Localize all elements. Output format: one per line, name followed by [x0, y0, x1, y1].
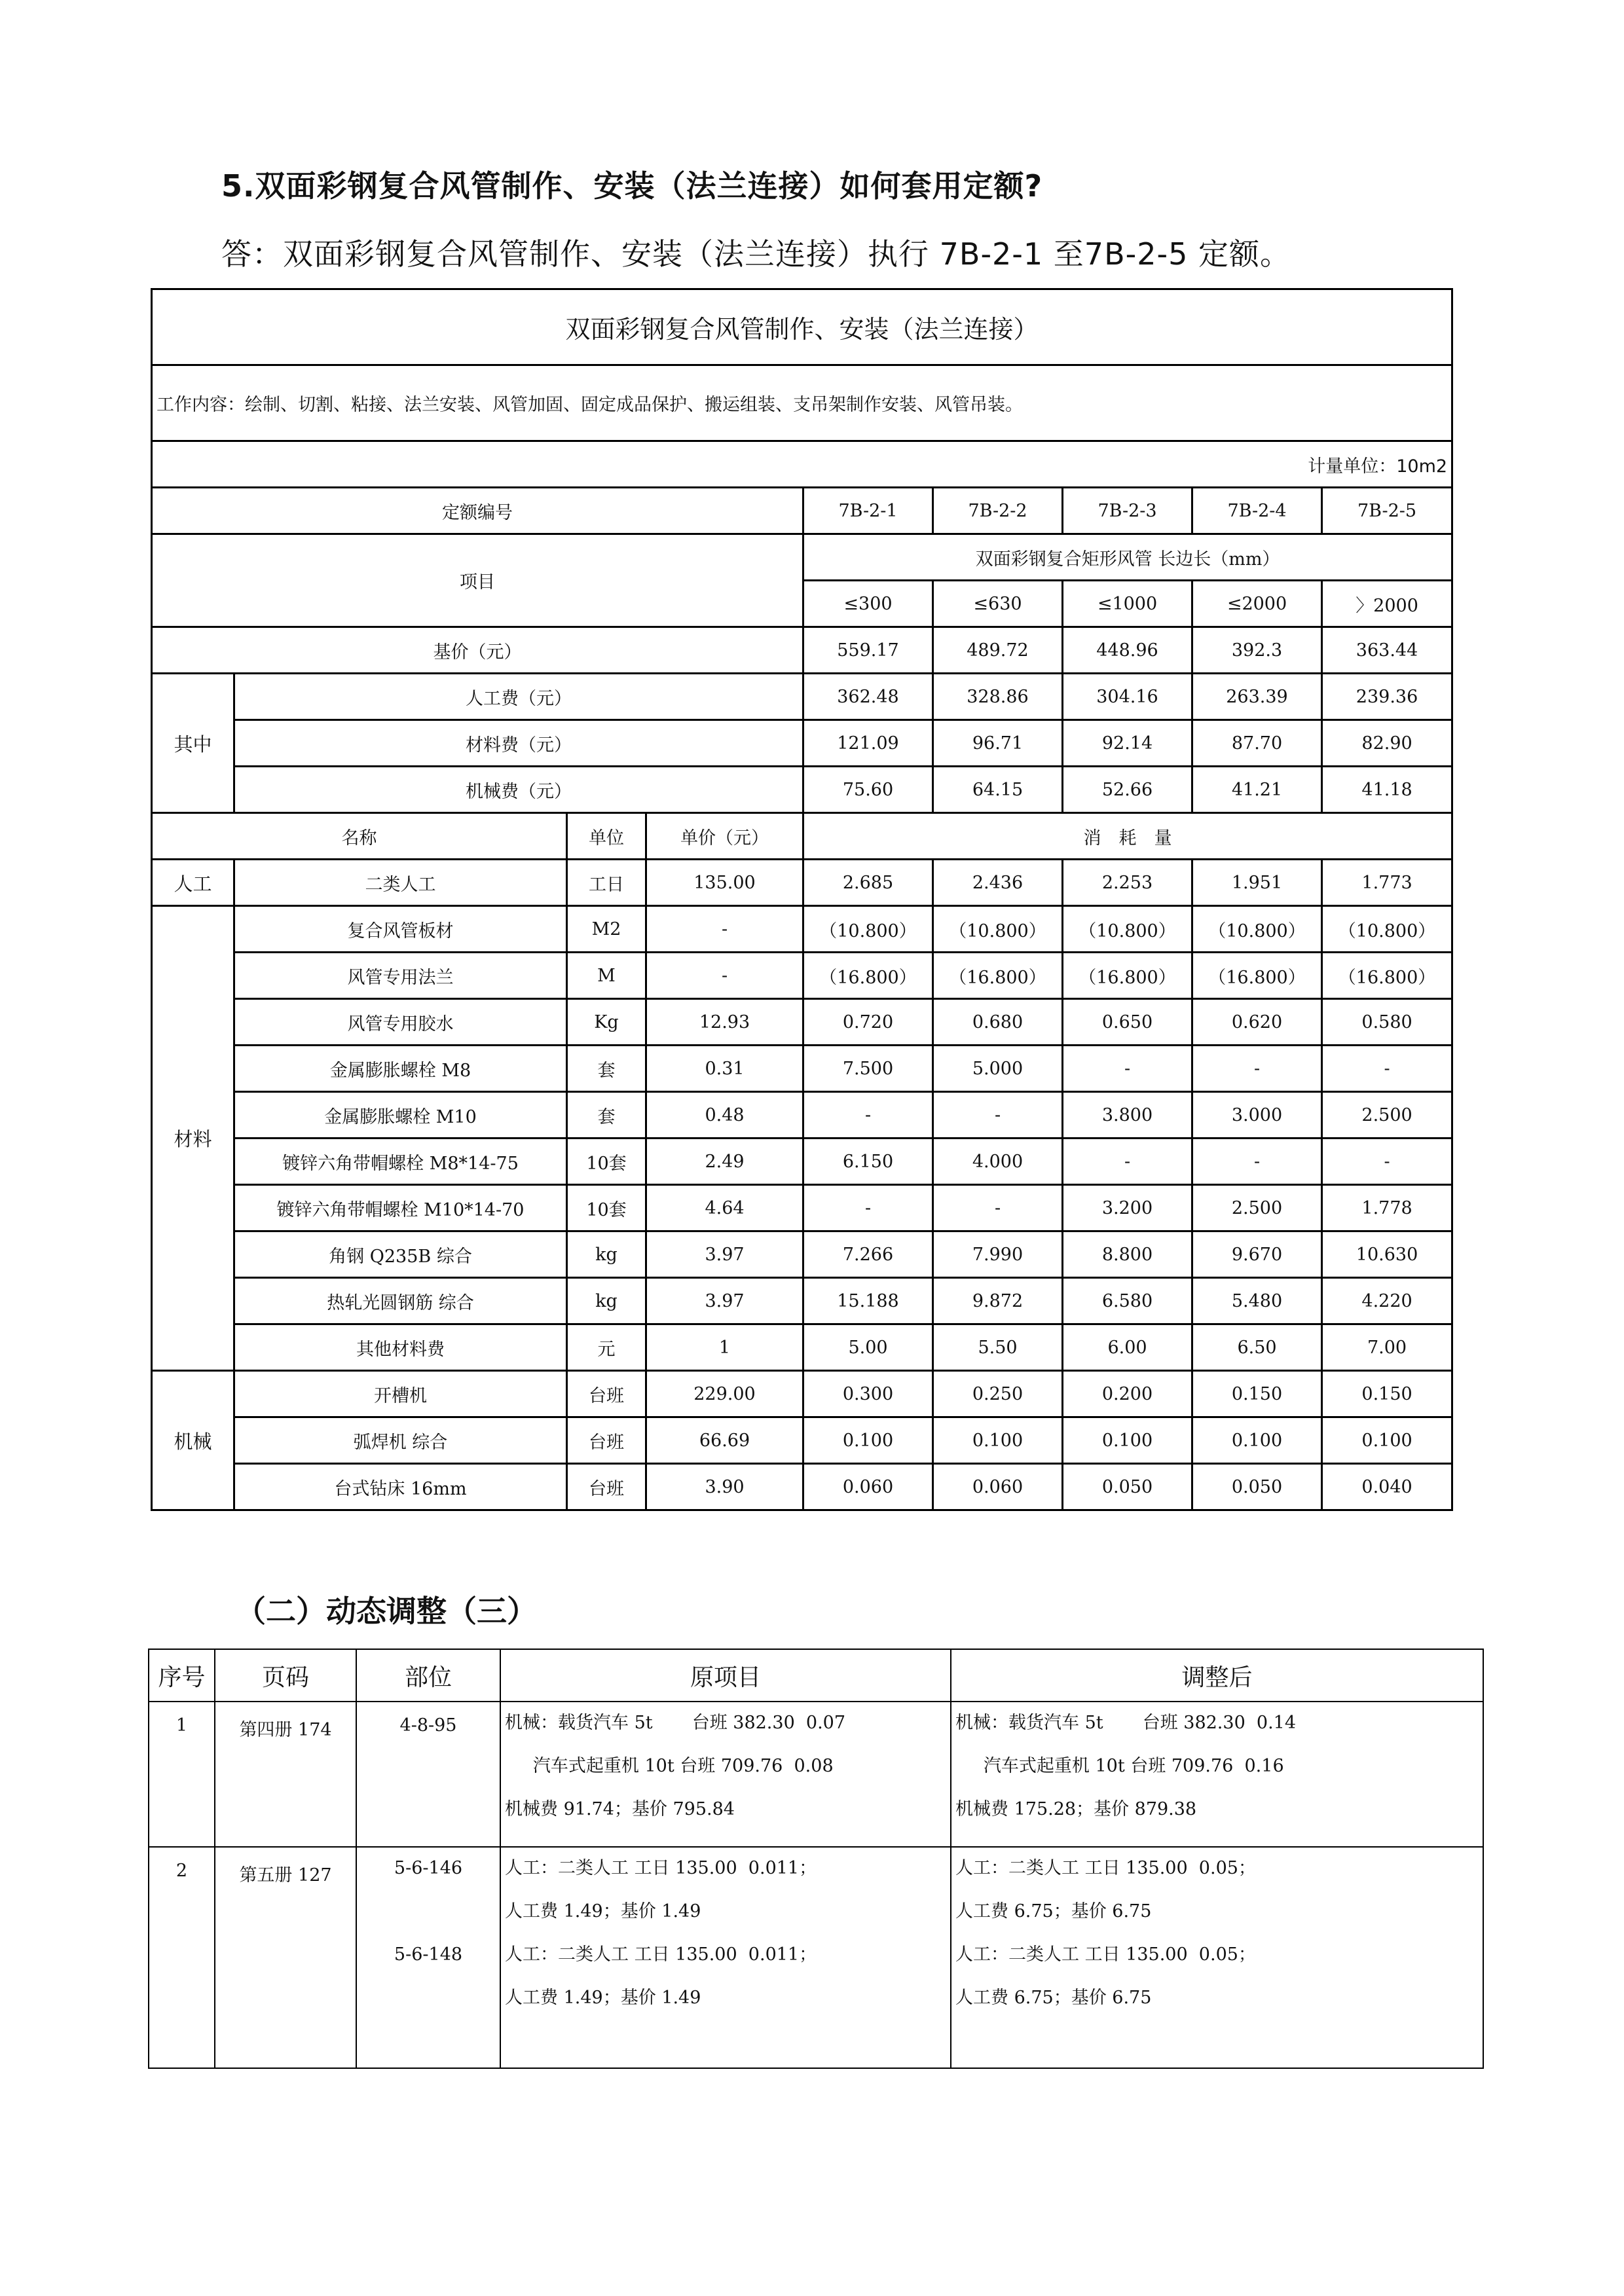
question-heading: 5.双面彩钢复合风管制作、安装（法兰连接）如何套用定额?: [221, 168, 1043, 204]
material-row: [152, 1324, 1452, 1371]
text-line: 机械费 91.74；基价 795.84: [505, 1799, 735, 1819]
base-price-cell: 392.3: [1192, 627, 1322, 674]
consumption-value: -: [1322, 1046, 1452, 1092]
consumption-value: 2.253: [1063, 860, 1192, 906]
resource-header-row: [152, 813, 1452, 860]
cost-value: 362.48: [803, 674, 933, 720]
row-no: 1: [149, 1702, 215, 1847]
consumption-value: 5.00: [803, 1324, 933, 1371]
resource-unit: 10套: [567, 1139, 646, 1185]
resource-unit: kg: [567, 1278, 646, 1324]
consumption-value: 0.720: [803, 999, 933, 1046]
header-part: 部位: [356, 1649, 500, 1702]
resource-name: 镀锌六角带帽螺栓 M10*14-70: [234, 1185, 567, 1231]
cost-value: 328.86: [933, 674, 1063, 720]
part-code: 5-6-146: [394, 1858, 463, 1878]
cost-value: 41.18: [1322, 767, 1452, 813]
consumption-value: 0.620: [1192, 999, 1322, 1046]
base-price-row: [152, 627, 1452, 674]
resource-price: 2.49: [646, 1139, 803, 1185]
consumption-value: （16.800）: [933, 953, 1063, 999]
resource-unit: 台班: [567, 1417, 646, 1464]
header-page: 页码: [215, 1649, 356, 1702]
consumption-value: （10.800）: [933, 906, 1063, 953]
material-row: [152, 906, 1452, 953]
adjust-row-1: [149, 1702, 1483, 1847]
consumption-value: 2.500: [1322, 1092, 1452, 1139]
resource-name: 二类人工: [234, 860, 567, 906]
cost-value: 239.36: [1322, 674, 1452, 720]
resource-name: 风管专用法兰: [234, 953, 567, 999]
cost-value: 87.70: [1192, 720, 1322, 767]
consumption-value: 0.250: [933, 1371, 1063, 1417]
resource-name: 金属膨胀螺栓 M10: [234, 1092, 567, 1139]
consumption-value: 0.680: [933, 999, 1063, 1046]
consumption-value: （16.800）: [1192, 953, 1322, 999]
consumption-value: 4.000: [933, 1139, 1063, 1185]
quota-table: [151, 288, 1453, 1511]
consumption-value: 0.060: [933, 1464, 1063, 1510]
consumption-value: （10.800）: [1192, 906, 1322, 953]
consumption-value: 7.00: [1322, 1324, 1452, 1371]
consumption-value: 6.580: [1063, 1278, 1192, 1324]
resource-unit: 工日: [567, 860, 646, 906]
row-original: [500, 1847, 951, 2068]
base-price-cell: 448.96: [1063, 627, 1192, 674]
cost-value: 121.09: [803, 720, 933, 767]
consumption-value: 6.150: [803, 1139, 933, 1185]
cost-value: 75.60: [803, 767, 933, 813]
consumption-value: （10.800）: [1063, 906, 1192, 953]
code-cell: 7B-2-5: [1322, 488, 1452, 534]
consumption-value: 0.650: [1063, 999, 1192, 1046]
of-which-label: 其中: [152, 674, 234, 813]
resource-price: 3.90: [646, 1464, 803, 1510]
resource-unit: kg: [567, 1231, 646, 1278]
consumption-value: -: [933, 1092, 1063, 1139]
row-adjusted: [951, 1702, 1483, 1847]
consumption-value: 0.580: [1322, 999, 1452, 1046]
labor-row: [152, 860, 1452, 906]
consumption-value: 0.100: [1322, 1417, 1452, 1464]
machine-row: [152, 1371, 1452, 1417]
col-unit: 单位: [567, 813, 646, 860]
cost-row: [152, 720, 1452, 767]
row-part: 4-8-95: [356, 1702, 500, 1847]
resource-price: 229.00: [646, 1371, 803, 1417]
consumption-value: 1.951: [1192, 860, 1322, 906]
consumption-value: 2.685: [803, 860, 933, 906]
resource-price: 0.48: [646, 1092, 803, 1139]
row-original: [500, 1702, 951, 1847]
resource-price: 135.00: [646, 860, 803, 906]
table-title: 双面彩钢复合风管制作、安装（法兰连接）: [152, 289, 1452, 365]
machine-row: [152, 1464, 1452, 1510]
row-page: 第五册 127: [215, 1847, 356, 2068]
resource-price: 0.31: [646, 1046, 803, 1092]
resource-name: 其他材料费: [234, 1324, 567, 1371]
resource-unit: M: [567, 953, 646, 999]
consumption-value: 0.200: [1063, 1371, 1192, 1417]
text-line: 汽车式起重机 10t 台班 709.76 0.16: [955, 1756, 1284, 1776]
col-consumption: 消 耗 量: [803, 813, 1452, 860]
code-label: 定额编号: [152, 488, 803, 534]
consumption-value: （10.800）: [803, 906, 933, 953]
work-content: 工作内容：绘制、切割、粘接、法兰安装、风管加固、固定成品保护、搬运组装、支吊架制作安装、风管吊装。: [152, 365, 1452, 441]
consumption-value: 3.800: [1063, 1092, 1192, 1139]
consumption-value: 6.50: [1192, 1324, 1322, 1371]
base-price-cell: 489.72: [933, 627, 1063, 674]
consumption-value: 0.150: [1322, 1371, 1452, 1417]
consumption-value: 15.188: [803, 1278, 933, 1324]
text-line: 人工费 6.75；基价 6.75: [955, 1901, 1152, 1922]
resource-unit: 元: [567, 1324, 646, 1371]
resource-price: -: [646, 953, 803, 999]
header-adjusted: 调整后: [951, 1649, 1483, 1702]
consumption-value: -: [803, 1092, 933, 1139]
consumption-value: 0.100: [1192, 1417, 1322, 1464]
material-row: [152, 1231, 1452, 1278]
size-cell: ≤2000: [1192, 581, 1322, 627]
item-desc: 双面彩钢复合矩形风管 长边长（mm）: [803, 534, 1452, 581]
consumption-value: 0.060: [803, 1464, 933, 1510]
resource-unit: 台班: [567, 1371, 646, 1417]
row-part: [356, 1847, 500, 2068]
col-price: 单价（元）: [646, 813, 803, 860]
base-price-label: 基价（元）: [152, 627, 803, 674]
cost-row: [152, 767, 1452, 813]
consumption-value: 1.778: [1322, 1185, 1452, 1231]
consumption-value: 8.800: [1063, 1231, 1192, 1278]
adjust-table: [148, 1649, 1484, 2069]
header-no: 序号: [149, 1649, 215, 1702]
consumption-value: 0.100: [1063, 1417, 1192, 1464]
base-price-cell: 363.44: [1322, 627, 1452, 674]
resource-name: 复合风管板材: [234, 906, 567, 953]
consumption-value: 3.000: [1192, 1092, 1322, 1139]
resource-price: 1: [646, 1324, 803, 1371]
resource-name: 弧焊机 综合: [234, 1417, 567, 1464]
resource-unit: Kg: [567, 999, 646, 1046]
adjust-row-2: [149, 1847, 1483, 2068]
cost-value: 96.71: [933, 720, 1063, 767]
consumption-value: 0.040: [1322, 1464, 1452, 1510]
text-line: 汽车式起重机 10t 台班 709.76 0.08: [505, 1756, 834, 1776]
text-line: 人工费 1.49；基价 1.49: [505, 1988, 701, 2008]
consumption-value: 10.630: [1322, 1231, 1452, 1278]
consumption-value: 5.480: [1192, 1278, 1322, 1324]
text-line: 人工：二类人工 工日 135.00 0.05；: [955, 1858, 1256, 1878]
resource-price: 12.93: [646, 999, 803, 1046]
size-cell: ≤630: [933, 581, 1063, 627]
resource-name: 镀锌六角带帽螺栓 M8*14-75: [234, 1139, 567, 1185]
resource-price: -: [646, 906, 803, 953]
row-no: 2: [149, 1847, 215, 2068]
material-row: [152, 999, 1452, 1046]
consumption-value: 3.200: [1063, 1185, 1192, 1231]
row-adjusted: [951, 1847, 1483, 2068]
consumption-value: 1.773: [1322, 860, 1452, 906]
cost-value: 92.14: [1063, 720, 1192, 767]
text-line: 机械费 175.28；基价 879.38: [955, 1799, 1197, 1819]
cost-value: 64.15: [933, 767, 1063, 813]
resource-price: 3.97: [646, 1278, 803, 1324]
cost-label: 材料费（元）: [234, 720, 803, 767]
resource-name: 金属膨胀螺栓 M8: [234, 1046, 567, 1092]
consumption-value: -: [803, 1185, 933, 1231]
measure-unit: 计量单位：10m2: [152, 441, 1452, 488]
consumption-value: 9.872: [933, 1278, 1063, 1324]
consumption-value: 0.150: [1192, 1371, 1322, 1417]
code-cell: 7B-2-2: [933, 488, 1063, 534]
resource-price: 66.69: [646, 1417, 803, 1464]
consumption-value: 2.436: [933, 860, 1063, 906]
consumption-value: 4.220: [1322, 1278, 1452, 1324]
consumption-value: （16.800）: [803, 953, 933, 999]
material-group-label: 材料: [152, 906, 234, 1371]
material-row: [152, 1278, 1452, 1324]
cost-value: 41.21: [1192, 767, 1322, 813]
consumption-value: （16.800）: [1322, 953, 1452, 999]
consumption-value: -: [1322, 1139, 1452, 1185]
consumption-value: 0.100: [933, 1417, 1063, 1464]
resource-name: 角钢 Q235B 综合: [234, 1231, 567, 1278]
text-line: 机械：载货汽车 5t 台班 382.30 0.14: [955, 1713, 1297, 1733]
text-line: 机械：载货汽车 5t 台班 382.30 0.07: [505, 1713, 846, 1733]
part-code: 5-6-148: [394, 1944, 463, 1965]
resource-unit: 套: [567, 1046, 646, 1092]
resource-name: 台式钻床 16mm: [234, 1464, 567, 1510]
consumption-value: （16.800）: [1063, 953, 1192, 999]
material-row: [152, 1185, 1452, 1231]
cost-label: 机械费（元）: [234, 767, 803, 813]
code-cell: 7B-2-4: [1192, 488, 1322, 534]
material-row: [152, 1139, 1452, 1185]
resource-unit: 台班: [567, 1464, 646, 1510]
consumption-value: 2.500: [1192, 1185, 1322, 1231]
text-line: 人工费 6.75；基价 6.75: [955, 1988, 1152, 2008]
consumption-value: 7.266: [803, 1231, 933, 1278]
adjust-heading: （二）动态调整（三）: [236, 1594, 537, 1629]
cost-label: 人工费（元）: [234, 674, 803, 720]
consumption-value: -: [1063, 1046, 1192, 1092]
consumption-value: 9.670: [1192, 1231, 1322, 1278]
col-name: 名称: [152, 813, 567, 860]
consumption-value: 5.50: [933, 1324, 1063, 1371]
resource-price: 4.64: [646, 1185, 803, 1231]
material-row: [152, 1092, 1452, 1139]
consumption-value: -: [1063, 1139, 1192, 1185]
consumption-value: 5.000: [933, 1046, 1063, 1092]
consumption-value: 6.00: [1063, 1324, 1192, 1371]
header-original: 原项目: [500, 1649, 951, 1702]
adjust-header-row: [149, 1649, 1483, 1702]
cost-value: 304.16: [1063, 674, 1192, 720]
resource-name: 热轧光圆钢筋 综合: [234, 1278, 567, 1324]
text-line: 人工：二类人工 工日 135.00 0.05；: [955, 1944, 1256, 1965]
consumption-value: -: [1192, 1046, 1322, 1092]
machine-row: [152, 1417, 1452, 1464]
consumption-value: 0.300: [803, 1371, 933, 1417]
resource-unit: 10套: [567, 1185, 646, 1231]
base-price-cell: 559.17: [803, 627, 933, 674]
consumption-value: 7.990: [933, 1231, 1063, 1278]
material-row: [152, 953, 1452, 999]
consumption-value: 7.500: [803, 1046, 933, 1092]
answer-text: 答：双面彩钢复合风管制作、安装（法兰连接）执行 7B-2-1 至7B-2-5 定额。: [221, 236, 1291, 272]
resource-name: 风管专用胶水: [234, 999, 567, 1046]
size-cell: 〉2000: [1322, 581, 1452, 627]
consumption-value: -: [933, 1185, 1063, 1231]
resource-price: 3.97: [646, 1231, 803, 1278]
material-row: [152, 1046, 1452, 1092]
resource-unit: 套: [567, 1092, 646, 1139]
size-cell: ≤1000: [1063, 581, 1192, 627]
row-page: 第四册 174: [215, 1702, 356, 1847]
consumption-value: 0.050: [1063, 1464, 1192, 1510]
consumption-value: （10.800）: [1322, 906, 1452, 953]
code-row: [152, 488, 1452, 534]
text-line: 人工：二类人工 工日 135.00 0.011；: [505, 1944, 817, 1965]
cost-row: [152, 674, 1452, 720]
resource-name: 开槽机: [234, 1371, 567, 1417]
consumption-value: 0.050: [1192, 1464, 1322, 1510]
cost-value: 52.66: [1063, 767, 1192, 813]
consumption-value: 0.100: [803, 1417, 933, 1464]
resource-unit: M2: [567, 906, 646, 953]
code-cell: 7B-2-3: [1063, 488, 1192, 534]
cost-value: 263.39: [1192, 674, 1322, 720]
consumption-value: -: [1192, 1139, 1322, 1185]
code-cell: 7B-2-1: [803, 488, 933, 534]
cost-value: 82.90: [1322, 720, 1452, 767]
machine-group-label: 机械: [152, 1371, 234, 1510]
item-label: 项目: [152, 534, 803, 627]
size-cell: ≤300: [803, 581, 933, 627]
labor-group-label: 人工: [152, 860, 234, 906]
text-line: 人工费 1.49；基价 1.49: [505, 1901, 701, 1922]
text-line: 人工：二类人工 工日 135.00 0.011；: [505, 1858, 817, 1878]
